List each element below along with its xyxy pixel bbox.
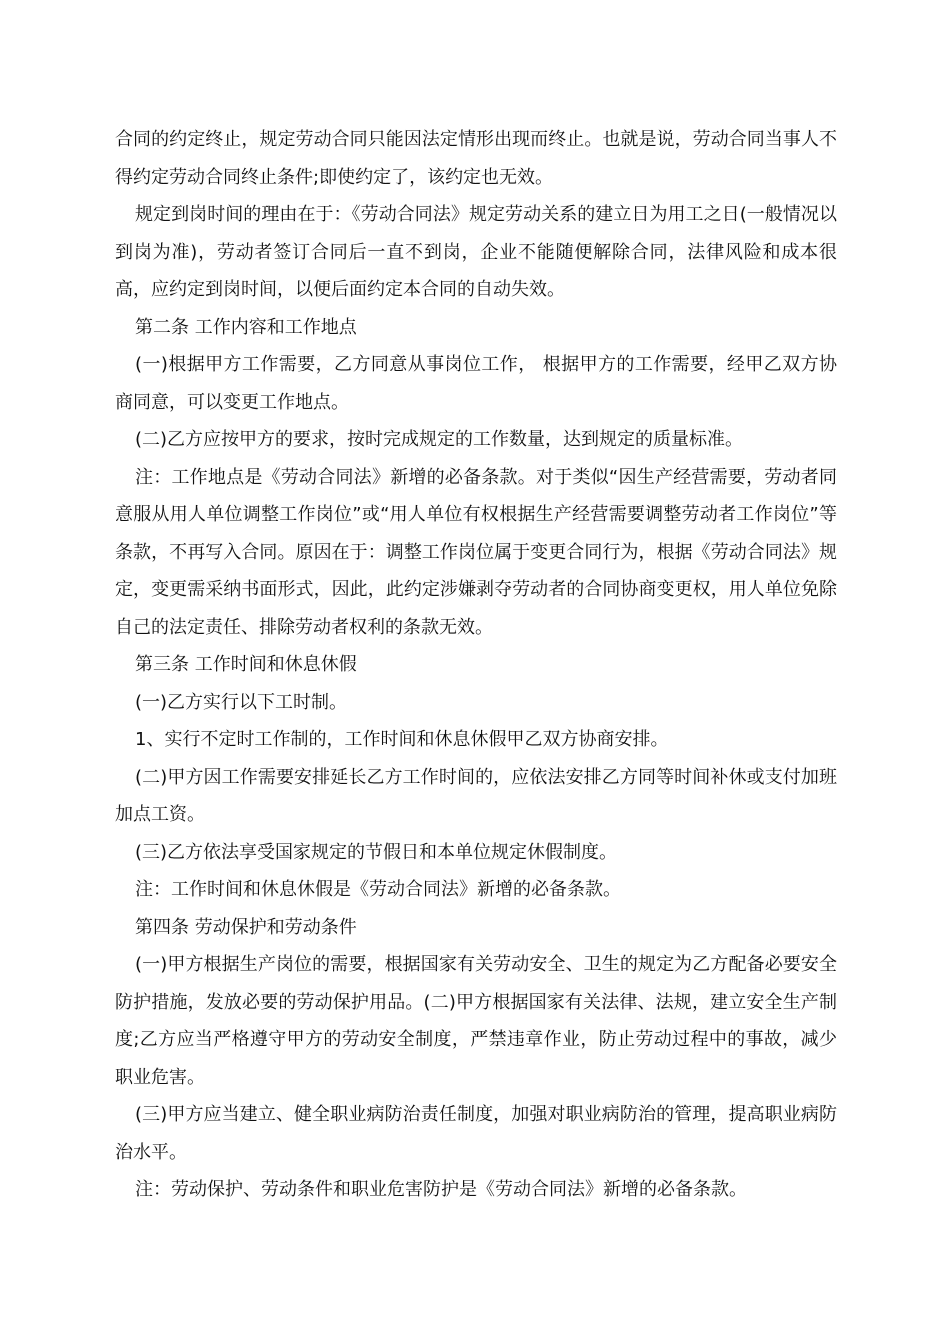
article-2-note: 注：工作地点是《劳动合同法》新增的必备条款。对于类似“因生产经营需要，劳动者同意服从用人单位调整工作岗位”或“用人单位有权根据生产经营需要调整劳动者工作岗位”等条款，不再写入合同。原因在于：调整工作岗位属于变更合同行为，根据《劳动合同法》规定，变更需采纳书面形式，因此，此约定涉嫌剥夺劳动者的合同协商变更权，用人单位免除自己的法定责任、排除劳动者权利的条款无效。 [115, 466, 837, 638]
article-4-heading: 第四条 劳动保护和劳动条件 [135, 916, 357, 938]
article-3-clause-1: (一)乙方实行以下工时制。 [135, 691, 348, 713]
document-body [115, 121, 837, 1209]
article-3-clause-1-item-1: 1、实行不定时工作制的，工作时间和休息休假甲乙双方协商安排。 [135, 729, 669, 750]
article-4-clause-3: (三)甲方应当建立、健全职业病防治责任制度，加强对职业病防治的管理，提高职业病防治水平。 [115, 1104, 837, 1163]
article-3-clause-3: (三)乙方依法享受国家规定的节假日和本单位规定休假制度。 [135, 841, 618, 863]
article-2-clause-1: (一)根据甲方工作需要，乙方同意从事岗位工作， 根据甲方的工作需要，经甲乙双方协商同意，可以变更工作地点。 [115, 354, 837, 413]
paragraph-report-date-reason: 规定到岗时间的理由在于：《劳动合同法》规定劳动关系的建立日为用工之日(一般情况以到岗为准)，劳动者签订合同后一直不到岗，企业不能随便解除合同，法律风险和成本很高，应约定到岗时间，以便后面约定本合同的自动失效。 [115, 204, 837, 300]
article-3-clause-2: (二)甲方因工作需要安排延长乙方工作时间的，应依法安排乙方同等时间补休或支付加班加点工资。 [115, 766, 837, 825]
article-2-heading: 第二条 工作内容和工作地点 [135, 316, 357, 338]
article-3-note: 注：工作时间和休息休假是《劳动合同法》新增的必备条款。 [135, 879, 621, 900]
article-3-heading: 第三条 工作时间和休息休假 [135, 654, 357, 675]
paragraph-termination-note: 合同的约定终止，规定劳动合同只能因法定情形出现而终止。也就是说，劳动合同当事人不得约定劳动合同终止条件;即使约定了，该约定也无效。 [115, 129, 837, 188]
article-4-clause-1-2: (一)甲方根据生产岗位的需要，根据国家有关劳动安全、卫生的规定为乙方配备必要安全防护措施，发放必要的劳动保护用品。(二)甲方根据国家有关法律、法规，建立安全生产制度;乙方应当严格遵守甲方的劳动安全制度，严禁违章作业，防止劳动过程中的事故，减少职业危害。 [115, 954, 837, 1088]
article-2-clause-2: (二)乙方应按甲方的要求，按时完成规定的工作数量，达到规定的质量标准。 [135, 429, 744, 450]
article-4-note: 注：劳动保护、劳动条件和职业危害防护是《劳动合同法》新增的必备条款。 [135, 1179, 747, 1200]
